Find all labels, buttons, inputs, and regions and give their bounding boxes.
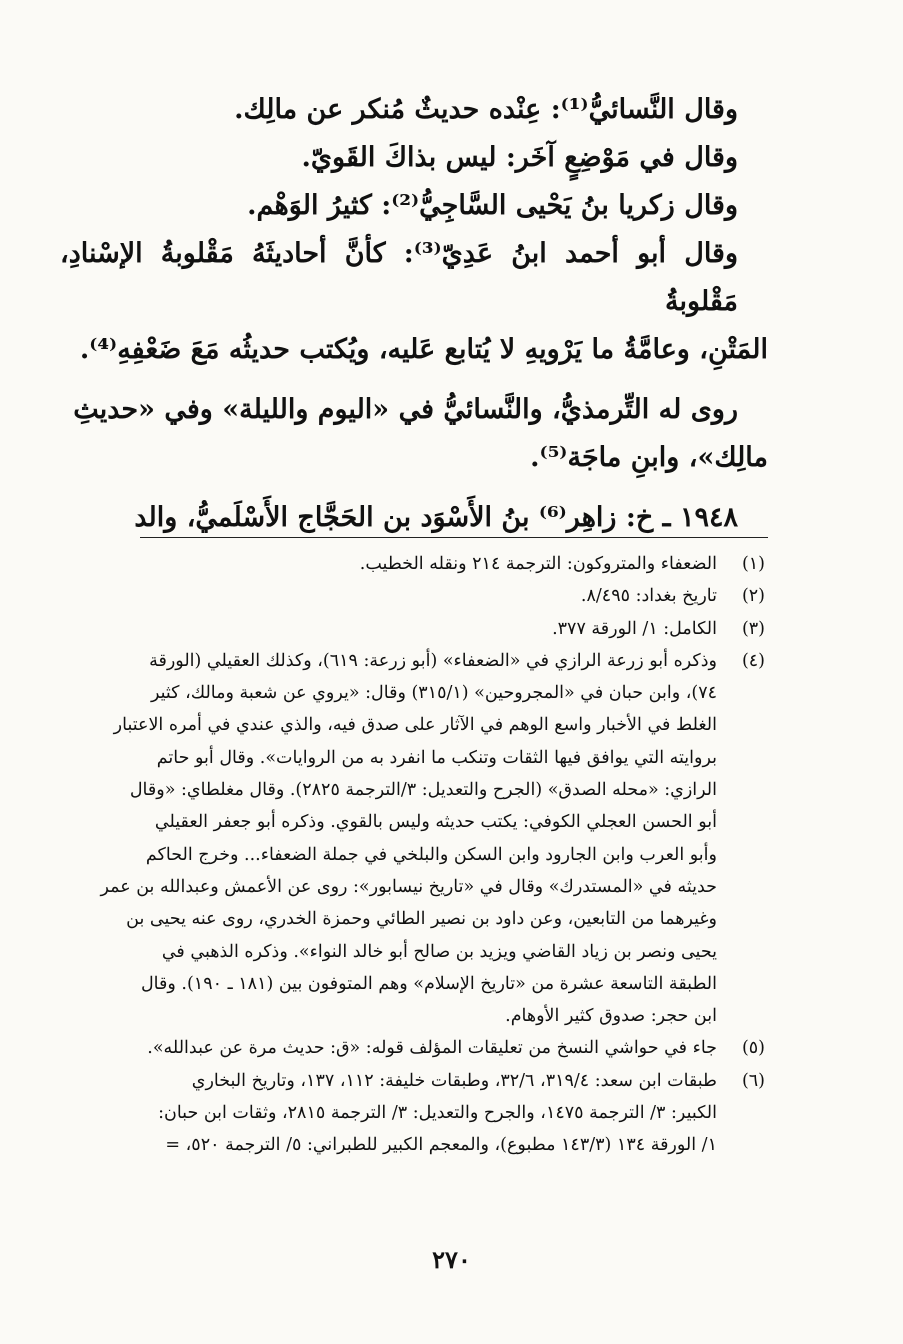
main-line: مالِك»، وابنِ ماجَة⁽⁵⁾. [530,442,768,473]
footnote-line: حديثه في «المستدرك» وقال في «تاريخ نيسابور»: روى عن الأعمش وعبدالله بن عمر [100,876,717,897]
footnote-line: تاريخ بغداد: ٨/٤٩٥. [580,586,717,607]
footnote-line: الطبقة التاسعة عشرة من «تاريخ الإسلام» وهم المتوفون بين (١٨١ ـ ١٩٠). وقال [140,973,717,994]
footnote-line: وغيرهما من التابعين، وعن داود بن نصير الطائي وحمزة الخدري، روى عنه يحيى بن [126,909,717,930]
main-line: وقال النَّسائيُّ⁽¹⁾: عِنْده حديثٌ مُنكر عن مالِك. [234,94,738,125]
footnote-line: الكامل: ١/ الورقة ٣٧٧. [552,618,717,639]
footnote-line: أبو الحسن العجلي الكوفي: يكتب حديثه وليس بالقوي. وذكره أبو جعفر العقيلي [154,812,717,833]
footnote-line: ابن حجر: صدوق كثير الأوهام. [505,1006,717,1027]
footnote-number: (١) [741,554,765,574]
footnote-text [62,645,717,1033]
footnote-line: الكبير: ٣/ الترجمة ١٤٧٥، والجرح والتعديل: ٣/ الترجمة ٢٨١٥، وثقات ابن حبان: [158,1103,717,1124]
footnote-line: الرازي: «محله الصدق» (الجرح والتعديل: ٣/الترجمة ٢٨٢٥). وقال مغلطاي: «وقال [129,780,717,801]
footnote-number: (٦) [741,1070,765,1091]
footnote-4 [62,645,765,1033]
footnotes [62,548,765,1162]
footnote-line: وأبو العرب وابن الجارود وابن السكن والبلخي في جملة الضعفاء... وخرج الحاكم [145,844,717,865]
footnote-5 [62,1032,765,1064]
footnote-line: يحيى ونصر بن زياد القاضي ويزيد بن صالح أبو خالد النواء». وذكره الذهبي في [161,941,717,962]
footnote-2 [62,580,765,612]
entry-heading: ١٩٤٨ ـ خ: زاهِر⁽⁶⁾ بنُ الأَسْوَد بن الحَجَّاج الأَسْلَميُّ، والد [134,502,738,533]
main-line: روى له التِّرمذيُّ، والنَّسائيُّ في «اليوم والليلة» وفي «حديثِ [73,394,738,425]
footnote-line: جاء في حواشي النسخ من تعليقات المؤلف قوله: «ق: حديث مرة عن عبدالله». [147,1038,717,1059]
footnote-6 [62,1065,765,1162]
footnote-line: ٧٤)، وابن حبان في «المجروحين» (٣١٥/١) وقال: «يروي عن شعبة ومالك، كثير [150,683,717,704]
footnote-line: وذكره أبو زرعة الرازي في «الضعفاء» (أبو زرعة: ٦١٩)، وكذلك العقيلي (الورقة [149,650,717,671]
main-line: وقال في مَوْضِعٍ آخَر: ليس بذاكَ القَويّ. [301,142,738,173]
footnote-text [62,580,717,612]
footnote-text [62,613,717,645]
main-line: وقال زكريا بنُ يَحْيى السَّاجِيُّ⁽²⁾: كثيرُ الوَهْم. [247,190,738,221]
footnote-line: طبقات ابن سعد: ٣١٩/٤، ٣٢/٦، وطبقات خليفة: ١١٢، ١٣٧، وتاريخ البخاري [191,1070,717,1091]
main-line: وقال أبو أحمد ابنُ عَدِيّ⁽³⁾: كأنَّ أحاديثَهُ مَقْلوبةُ الإسْنادِ، مَقْلوبةُ [60,238,739,317]
main-text [60,86,768,542]
footnote-number: (٥) [741,1038,765,1059]
footnote-3 [62,613,765,645]
footnote-text [62,548,717,580]
footnote-line: الضعفاء والمتروكون: الترجمة ٢١٤ ونقله الخطيب. [359,554,717,574]
footnote-1 [62,548,765,580]
footnote-number: (٤) [741,650,765,671]
main-line: المَتْنِ، وعامَّةُ ما يَرْويهِ لا يُتابع عَليه، ويُكتب حديثُه مَعَ ضَعْفِهِ⁽⁴⁾. [79,334,768,365]
page-number: ٢٧٠ [432,1245,471,1274]
footnote-text [62,1065,717,1162]
footnote-number: (٢) [741,586,765,607]
footnote-divider [140,537,768,538]
footnote-text [62,1032,717,1064]
footnote-line: بروايته التي يوافق فيها الثقات وتنكب ما انفرد به من الروايات». وقال أبو حاتم [156,747,717,768]
footnote-line: الغلط في الأخبار واسع الوهم في الآثار على صدق فيه، والذي عندي في أمره الاعتبار [113,715,717,736]
footnote-number: (٣) [741,618,765,639]
footnote-line: ١/ الورقة ١٣٤ (١٤٣/٣ مطبوع)، والمعجم الكبير للطبراني: ٥/ الترجمة ٥٢٠، = [165,1135,717,1156]
